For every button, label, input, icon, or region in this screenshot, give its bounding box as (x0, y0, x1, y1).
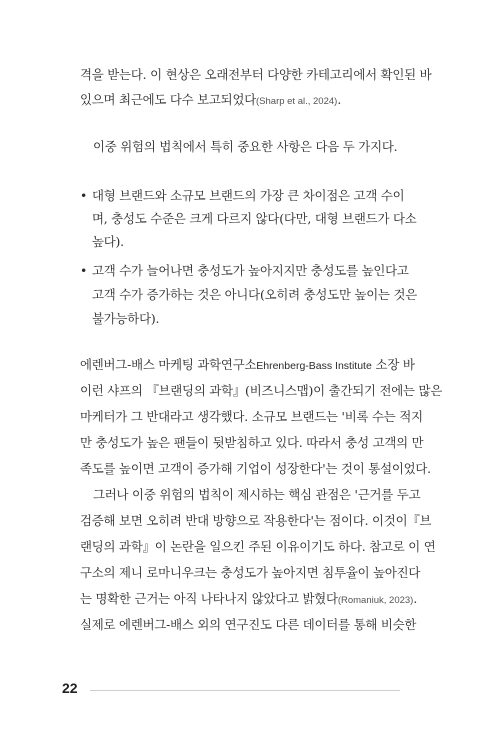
bullet-text-line: 고객 수가 증가하는 것은 아니다(오히려 충성도만 높이는 것은 (92, 287, 418, 302)
period: . (337, 92, 342, 107)
bullet-text-line: 며, 충성도 수준은 크게 다르지 않다(다만, 대형 브랜드가 다소 (92, 211, 417, 226)
body-text-line: 구소의 제니 로마니우크는 충성도가 높아지면 침투율이 높아진다 (80, 565, 421, 580)
body-text-line: 검증해 보면 오히려 반대 방향으로 작용한다'는 점이다. 이것이『브 (80, 513, 432, 528)
bullet-text-line: 높다). (92, 234, 124, 249)
page-number: 22 (62, 680, 78, 696)
period: . (413, 591, 418, 606)
body-text-line (80, 590, 418, 610)
body-text-line: 그러나 이중 위험의 법칙이 제시하는 핵심 관점은 '근거를 두고 (93, 487, 421, 502)
bullet-marker: • (80, 188, 88, 203)
english-term: Ehrenberg-Bass Institute (256, 360, 372, 372)
body-text: 는 명확한 근거는 아직 나타나지 않았다고 밝혔다 (80, 591, 338, 606)
bullet-text-line: 불가능하다). (92, 311, 160, 326)
body-text-line: 마케터가 그 반대라고 생각했다. 소규모 브랜드는 '비록 수는 적지 (80, 409, 423, 424)
bullet-text-line: 고객 수가 늘어나면 충성도가 높아지지만 충성도를 높인다고 (92, 263, 409, 278)
body-text-line: 이중 위험의 법칙에서 특히 중요한 사항은 다음 두 가지다. (93, 139, 398, 154)
body-text-line: 실제로 에렌버그-배스 외의 연구진도 다른 데이터를 통해 비슷한 (80, 617, 417, 632)
citation: (Sharp et al., 2024) (256, 96, 338, 107)
body-text: 있으며 최근에도 다수 보고되었다 (80, 92, 256, 107)
body-text-line (80, 91, 400, 111)
citation: (Romaniuk, 2023) (337, 595, 414, 606)
body-text: 소장 바 (371, 357, 415, 372)
bullet-marker: • (80, 263, 88, 278)
footer-divider (90, 690, 400, 691)
bullet-text-line: 대형 브랜드와 소규모 브랜드의 가장 큰 차이점은 고객 수이 (92, 188, 405, 203)
body-text-line: 랜딩의 과학』이 논란을 일으킨 주된 이유이기도 하다. 참고로 이 연 (80, 539, 436, 554)
body-text-line: 이런 샤프의 『브랜딩의 과학』(비즈니스맵)이 출간되기 전에는 많은 (80, 383, 443, 398)
body-text-line: 만 충성도가 높은 팬들이 뒷받침하고 있다. 따라서 충성 고객의 만 (80, 435, 424, 450)
body-text-line: 격을 받는다. 이 현상은 오래전부터 다양한 카테고리에서 확인된 바 (80, 67, 432, 82)
body-text: 에렌버그-배스 마케팅 과학연구소 (80, 357, 257, 372)
body-text-line: 족도를 높이면 고객이 증가해 기업이 성장한다'는 것이 통설이었다. (80, 461, 431, 476)
body-text-line (80, 356, 415, 375)
